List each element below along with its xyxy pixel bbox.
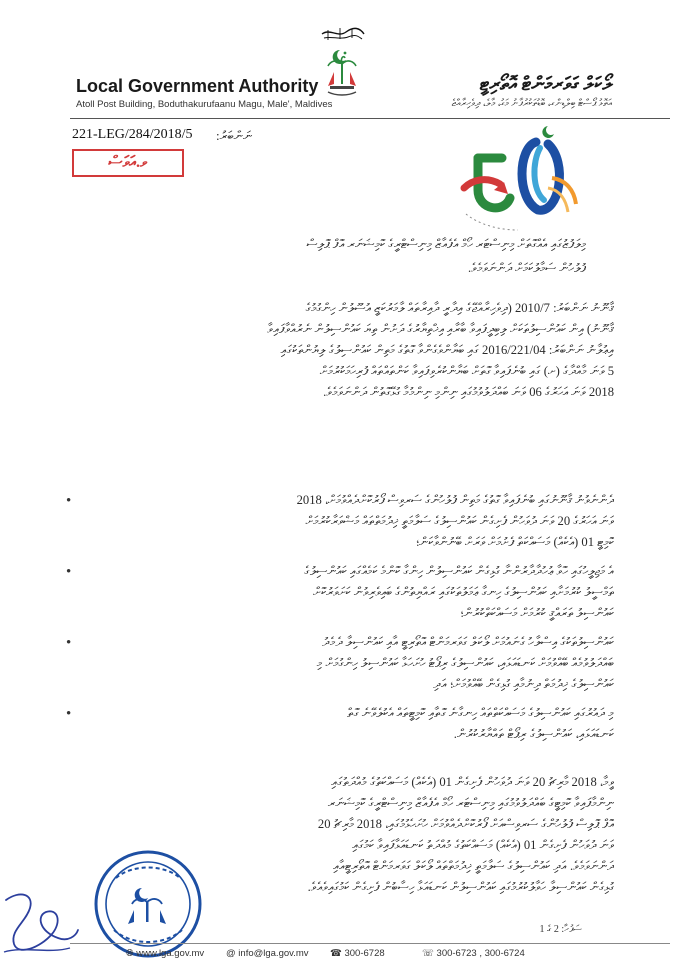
- bullet-line: ކައުންސިލުގެ ޚިދުމަތް ދިނުމާއި ގުޅިގެން ބޭއްވުމަށް؛ އަދި: [433, 677, 614, 691]
- reference-number: 221-LEG/284/2018/5: [72, 127, 193, 142]
- paragraph-line: ޤާނޫނު ނަންބަރު: 2010/7 (ދިވެހިރާއްޖޭގެ އިދާރީ ދާއިރާތައް ލާމަރުކަޒީ އުސޫލުން ހިންގުމުގެ: [305, 301, 614, 315]
- footer-divider: [70, 943, 670, 944]
- bullet-icon: •: [66, 635, 72, 651]
- bullet-icon: •: [66, 706, 72, 722]
- paragraph-line: ވީމާ، 2018 މާރިޗު 20 ވަނަ ދުވަހުން ފެށިގެން 01 (އެކެއް) މަސައްކަތުގެ މުއްދަތުގައި: [331, 775, 614, 789]
- addressee-line: މިލަފުޒުގައި އެއްގޮތަށް މިނިސްޓަރ ހޯމް އެފެއާޒް މިނިސްޓްރީގެ ކޮމިޝަނަރ އޮފް ޕޮލިސް: [306, 237, 586, 251]
- footer-fax: [422, 948, 525, 959]
- footer-phone: [330, 948, 385, 959]
- paragraph-line: ދަންނަވަމެވެ. އަދި ކައުންސިލުގެ ސަލާމަތީ ޚިދުމަތްތައް ލޯކަލް ގަވަރމަންޓް އޮތޯރިޓީއާއި: [333, 859, 614, 873]
- paragraph-line: އޮފް ޕޮލިސް ފުލުހުންގެ ސަރވިސްއަށް ފޯރުކޮށްދެއްވުމަށް ހުށަހެޅުމުގައި، 2018 މާރިޗު 20: [317, 817, 614, 831]
- bullet-line: ކައުންސިލުތަކުގެ އިސްލާހު ގެނައުމަށް ލޯކަލް ގަވަރމަންޓް އޮތޯރިޓީ އާއި ކައުންސިލާ ދެމެދު: [322, 635, 614, 649]
- bullet-line: ދެންނެވުނު ޤާނޫނުގައި ބުނެފައިވާ ގޮތުގެ މަތިން ފުލުހުންގެ ސަރވިސް ފޯރުކޮށްދެއްވުމަށް، 2018: [296, 493, 614, 507]
- bullet-item: [44, 703, 614, 745]
- paragraph-line: ވަނަ ދުވަހުން ފެށިގެން 01 (އެކެއް) މަސައްކަތުގެ މުއްދަތު ކަނޑައަޅާފައިވާ ކަމުގައި: [352, 838, 614, 852]
- header-en-address: Atoll Post Building, Boduthakurufaanu Magu, Male', Maldives: [76, 99, 333, 110]
- bullet-item: [44, 490, 614, 553]
- phone-text: 300-6728: [344, 948, 385, 959]
- paragraph-line: ނިންމާފައިވާ ކޮމިޓީގެ ބައްދަލުވުމުގައި މިނިސްޓަރ ހޯމް އެފެއާޒް މިނިސްޓްރީގެ ކޮމިޝަނަރ: [327, 796, 614, 810]
- phone-icon: ☎: [330, 948, 342, 959]
- page-number: ސަފުހާ: 2 ގެ 1: [539, 924, 582, 935]
- paragraph-1: [44, 298, 614, 403]
- bullet-icon: •: [66, 493, 72, 509]
- bullet-line: ތަމްސީލު ކުރުމަށާއި ކައުންސިލުގެ ހިނގާ ޢަމަލުތަކުގައި ރައްޔިތުންގެ ބައިވެރިވުން ކަށަވަރުކޮށް: [313, 585, 614, 599]
- bullet-line: ބައްދަލުވުމެއް ބޭއްވުމަށް ކަނޑައަޅައި، ކައުންސިލުގެ ރިޕޯޓު ހުށަހަޅާ ކައުންސިލު ހިންގުމަށް މި: [316, 656, 614, 670]
- bullet-item: [44, 561, 614, 624]
- urgent-stamp: ވ.އަވަސް: [72, 149, 184, 177]
- paragraph-line: ޤާނޫނު) އިން ކައުންސިލުތަކަށް ލިބިދީފައިވާ ބާރާއި އިޚްތިޔާރުގެ ދަށުން ތިޔަ ކައުންސިލުން ނެރުއްވާފައިވާ: [267, 322, 614, 336]
- fax-icon: ☏: [422, 948, 434, 959]
- bullet-line: ކޮމިޓީ 01 (އެކެއް) މަސައްކަތް ފެށުމަށް ވަރަށް ބޭނުންވާކަން؛: [415, 535, 614, 549]
- paragraph-line: ގުޅިގެން ކައުންސިލާ ހަވާލުކުރުމުގައި ކައުންސިލުން ކަނޑައަޅާ ހިސާބުން ފެށިގެން ކަމުގައިވެއެވެ.: [307, 880, 614, 894]
- reference-label: ނަންބަރު:: [216, 128, 252, 143]
- footer-email[interactable]: [226, 948, 309, 959]
- 50-years-anniversary-logo-icon: [448, 118, 584, 236]
- email-text: info@lga.gov.mv: [238, 948, 309, 959]
- bullet-icon: •: [66, 564, 72, 580]
- header-dv-title: ލޯކަލް ގަވަރމަންޓް އޮތޯރިޓީ: [479, 74, 612, 95]
- state-emblem-icon: [318, 24, 366, 102]
- email-icon: @: [226, 948, 236, 959]
- bullet-line: އެ މަޖިލީހުގައި ހޮވާ ޢުހުދާދާރުންނާ ގުޅިގެން ކައުންސިލުން ހިންގާ ކޮންމެ ކަމެއްގައި ކައުންސިލުގެ: [304, 564, 614, 578]
- bullet-list: [44, 490, 614, 753]
- bullet-line: ކަނޑައަޅައި، ކައުންސިލުގެ ރިޕޯޓް ތައްޔާރުކުރުން.: [453, 727, 614, 741]
- fax-text: 300-6723 , 300-6724: [436, 948, 525, 959]
- header-dv-address: އަތޮޅު ޕޯސްޓް ބިލްޑިންގ، ބޮޑުތަކުރުފާނު މަގު، މާލެ، ދިވެހިރާއްޖެ: [451, 98, 612, 109]
- paragraph-line: 2018 ވަނަ އަހަރުގެ 06 ވަނަ ބައްދަލުވުމުގައި ނިންމި ނިންމުމާ ގުޅޭގޮތުން ދަންނަވަމެވެ.: [323, 385, 614, 399]
- paragraph-line: 5 ވަނަ މާއްދާގެ (ށ) ގައި ބުނެފައިވާ ގޮތަށް ބަޔާންކުރެވިފައިވާ ކަންތައްތައް ފުރިހަމަކުރުމަށް: [319, 364, 614, 378]
- bullet-item: [44, 632, 614, 695]
- website-text: www.lga.gov.mv: [136, 948, 205, 959]
- header-en-title: Local Government Authority: [76, 76, 319, 96]
- bullet-line: ވަނަ އަހަރުގެ 20 ވަނަ ދުވަހުން ފެށިގެން ކައުންސިލުގެ ސަލާމަތީ ޚިދުމަތްތައް މަޝްވަރާކުރުމަށް: [305, 514, 614, 528]
- globe-icon: 🌐︎: [126, 948, 134, 959]
- handwritten-signature-icon: [0, 860, 80, 970]
- bullet-line: ކައުންސިލު ތަރައްޤީ ކުރުމަށް މަސައްކަތްކުރުން؛: [460, 606, 614, 620]
- bullet-line: މި ދައުރުގައި ކައުންސިލުގެ މަސައްކަތްތައް ހިނގާނެ ގޮތާއި ކޮމިޓީތައް އެކުލެވޭނެ ގޮތް: [347, 706, 614, 720]
- addressee-line: ފުލުހުން ސަމާލުކަމަށް ދަންނަވަމެވެ.: [468, 261, 586, 275]
- footer-website[interactable]: [126, 948, 204, 959]
- addressee-block: [86, 232, 586, 280]
- paragraph-line: އިޢުލާނު ނަންބަރު: 2016/221/04 ގައި ބަޔާންވެގެންވާ ގޮތުގެ މަތިން ކައުންސިލުގެ ލިޔުންތަކުގައި: [280, 343, 614, 357]
